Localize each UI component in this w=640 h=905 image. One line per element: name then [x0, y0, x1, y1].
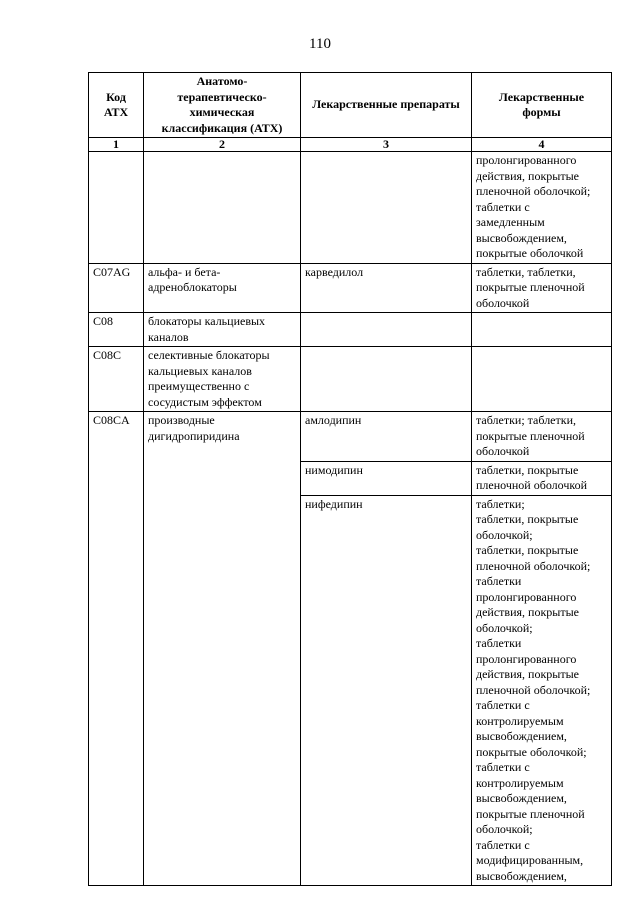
header-atx-code: Код АТХ	[89, 73, 144, 138]
table-row	[89, 263, 612, 313]
atx-drug-table	[88, 72, 612, 886]
column-number: 2	[144, 138, 301, 152]
atx-code-cell	[89, 152, 144, 264]
atx-code-cell: C07AG	[89, 263, 144, 313]
classification-cell: альфа- и бета- адреноблокаторы	[144, 263, 301, 313]
table-row	[89, 412, 612, 462]
drug-cell: нимодипин	[301, 461, 472, 495]
drug-cell: карведилол	[301, 263, 472, 313]
classification-cell: производные дигидропиридина	[144, 412, 301, 886]
column-number: 3	[301, 138, 472, 152]
dosage-forms-cell: таблетки, таблетки, покрытые пленочной оболочкой	[472, 263, 612, 313]
drug-cell: нифедипин	[301, 495, 472, 886]
classification-cell: селективные блокаторы кальциевых каналов преимущественно с сосудистым эффектом	[144, 347, 301, 412]
dosage-forms-cell: таблетки; таблетки, покрытые пленочной оболочкой	[472, 412, 612, 462]
table-row	[89, 347, 612, 412]
dosage-forms-cell: таблетки, покрытые пленочной оболочкой	[472, 461, 612, 495]
dosage-forms-cell: пролонгированного действия, покрытые пленочной оболочкой; таблетки с замедленным высвобождением, покрытые оболочкой	[472, 152, 612, 264]
drug-cell	[301, 152, 472, 264]
atx-code-cell: C08C	[89, 347, 144, 412]
header-drugs: Лекарственные препараты	[301, 73, 472, 138]
column-number: 4	[472, 138, 612, 152]
column-number-row	[89, 138, 612, 152]
atx-code-cell: C08	[89, 313, 144, 347]
classification-cell: блокаторы кальциевых каналов	[144, 313, 301, 347]
dosage-forms-cell	[472, 347, 612, 412]
atx-code-cell: C08CA	[89, 412, 144, 886]
table-header-row	[89, 73, 612, 138]
table-row	[89, 152, 612, 264]
drug-cell: амлодипин	[301, 412, 472, 462]
header-atx-classification: Анатомо- терапевтическо- химическая классификация (АТХ)	[144, 73, 301, 138]
dosage-forms-cell: таблетки; таблетки, покрытые оболочкой; таблетки, покрытые пленочной оболочкой; таблетки пролонгированного действия, покрытые оболочкой; таблетки пролонгированного действия, покрытые пленочной оболочкой; таблетки с контролируемым высвобождением, покрытые оболочкой; таблетки с контролируемым высвобождением, покрытые пленочной оболочкой; таблетки с модифицированным, высвобождением,	[472, 495, 612, 886]
page-number: 110	[309, 36, 331, 52]
drug-cell	[301, 347, 472, 412]
drug-cell	[301, 313, 472, 347]
header-dosage-forms: Лекарственные формы	[472, 73, 612, 138]
table-row	[89, 313, 612, 347]
column-number: 1	[89, 138, 144, 152]
classification-cell	[144, 152, 301, 264]
dosage-forms-cell	[472, 313, 612, 347]
